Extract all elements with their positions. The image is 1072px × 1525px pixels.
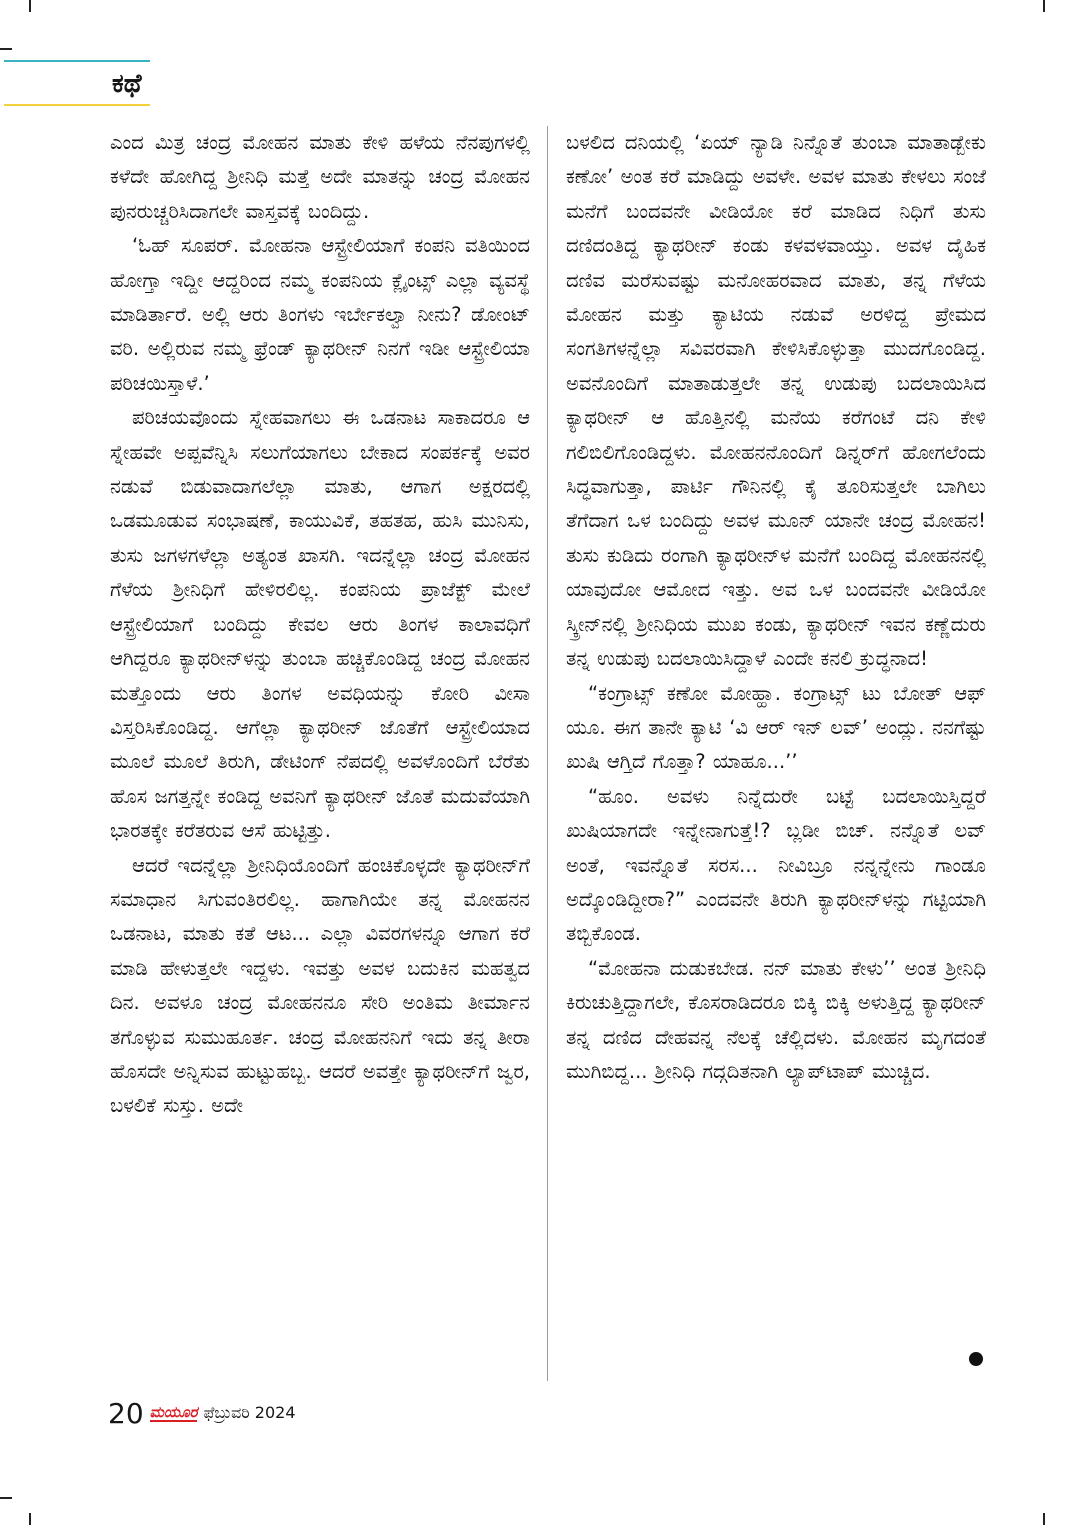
page-footer [108, 1393, 296, 1433]
crop-mark [1043, 1513, 1045, 1525]
column-divider [547, 126, 548, 1381]
story-end-bullet-icon [969, 1352, 983, 1366]
crop-mark [0, 1497, 12, 1499]
paragraph: ಪರಿಚಯವೊಂದು ಸ್ನೇಹವಾಗಲು ಈ ಒಡನಾಟ ಸಾಕಾದರೂ ಆ ಸ್ನೇಹವೇ ಅಪ್ಪವೆನ್ನಿಸಿ ಸಲುಗೆಯಾಗಲು ಬೇಕಾದ ಸಂಪರ್ಕಕ್ಕೆ ಅವರ ನಡುವೆ ಬಿಡುವಾದಾಗಲೆಲ್ಲಾ ಮಾತು, ಆಗಾಗ ಅಕ್ಷರದಲ್ಲಿ ಒಡಮೂಡುವ ಸಂಭಾಷಣೆ, ಕಾಯುವಿಕೆ, ತಹತಹ, ಹುಸಿ ಮುನಿಸು, ತುಸು ಜಗಳಗಳೆಲ್ಲಾ ಅತ್ಯಂತ ಖಾಸಗಿ. ಇದನ್ನೆಲ್ಲಾ ಚಂದ್ರ ಮೋಹನ ಗೆಳೆಯ ಶ್ರೀನಿಧಿಗೆ ಹೇಳಿರಲಿಲ್ಲ. ಕಂಪನಿಯ ಪ್ರಾಜೆಕ್ಟ್ ಮೇಲೆ ಆಸ್ಟ್ರೇಲಿಯಾಗೆ ಬಂದಿದ್ದು ಕೇವಲ ಆರು ತಿಂಗಳ ಕಾಲಾವಧಿಗೆ ಆಗಿದ್ದರೂ ಕ್ಯಾಥರೀನ್‌ಳನ್ನು ತುಂಬಾ ಹಚ್ಚಿಕೊಂಡಿದ್ದ ಚಂದ್ರ ಮೋಹನ ಮತ್ತೊಂದು ಆರು ತಿಂಗಳ ಅವಧಿಯನ್ನು ಕೋರಿ ವೀಸಾ ವಿಸ್ತರಿಸಿಕೊಂಡಿದ್ದ. ಆಗೆಲ್ಲಾ ಕ್ಯಾಥರೀನ್ ಜೊತೆಗೆ ಆಸ್ಟ್ರೇಲಿಯಾದ ಮೂಲೆ ಮೂಲೆ ತಿರುಗಿ, ಡೇಟಿಂಗ್ ನೆಪದಲ್ಲಿ ಅವಳೊಂದಿಗೆ ಬೆರೆತು ಹೊಸ ಜಗತ್ತನ್ನೇ ಕಂಡಿದ್ದ ಅವನಿಗೆ ಕ್ಯಾಥರೀನ್ ಜೊತೆ ಮದುವೆಯಾಗಿ ಭಾರತಕ್ಕೇ ಕರೆತರುವ ಆಸೆ ಹುಟ್ಟಿತ್ತು. [110, 406, 530, 843]
paragraph: “ಹೂಂ. ಅವಳು ನಿನ್ನೆದುರೇ ಬಟ್ಟೆ ಬದಲಾಯಿಸ್ತಿದ್ದರೆ ಖುಷಿಯಾಗದೇ ಇನ್ನೇನಾಗುತ್ತೆ!? ಬ್ಲಡೀ ಬಿಚ್. ನನ್ನೊತೆ ಲವ್ ಅಂತೆ, ಇವನ್ನೊತೆ ಸರಸ... ನೀವಿಬ್ರೂ ನನ್ನನ್ನೇನು ಗಾಂಡೂ ಅದ್ಕೊಂಡಿದ್ದೀರಾ?” ಎಂದವನೇ ತಿರುಗಿ ಕ್ಯಾಥರೀನ್‌ಳನ್ನು ಗಟ್ಟಿಯಾಗಿ ತಬ್ಬಿಕೊಂಡ. [566, 784, 986, 946]
paragraph: ಆದರೆ ಇದನ್ನೆಲ್ಲಾ ಶ್ರೀನಿಧಿಯೊಂದಿಗೆ ಹಂಚಿಕೊಳ್ಳದೇ ಕ್ಯಾಥರೀನ್‌ಗೆ ಸಮಾಧಾನ ಸಿಗುವಂತಿರಲಿಲ್ಲ. ಹಾಗಾಗಿಯೇ ತನ್ನ ಮೋಹನನ ಒಡನಾಟ, ಮಾತು ಕತೆ ಆಟ... ಎಲ್ಲಾ ವಿವರಗಳನ್ನೂ ಆಗಾಗ ಕರೆ ಮಾಡಿ ಹೇಳುತ್ತಲೇ ಇದ್ದಳು. ಇವತ್ತು ಅವಳ ಬದುಕಿನ ಮಹತ್ವದ ದಿನ. ಅವಳೂ ಚಂದ್ರ ಮೋಹನನೂ ಸೇರಿ ಅಂತಿಮ ತೀರ್ಮಾನ ತಗೊಳ್ಳುವ ಸುಮುಹೂರ್ತ. ಚಂದ್ರ ಮೋಹನನಿಗೆ ಇದು ತನ್ನ ತೀರಾ ಹೊಸದೇ ಅನ್ನಿಸುವ ಹುಟ್ಟುಹಬ್ಬ. ಆದರೆ ಅವತ್ತೇ ಕ್ಯಾಥರೀನ್‌ಗೆ ಜ್ವರ, ಬಳಲಿಕೆ ಸುಸ್ತು. ಅದೇ [110, 853, 530, 1118]
page-number: 20 [108, 1396, 144, 1430]
crop-mark [29, 1513, 31, 1525]
paragraph: ‘ಓಹ್ ಸೂಪರ್. ಮೋಹನಾ ಆಸ್ಟ್ರೇಲಿಯಾಗೆ ಕಂಪನಿ ವತಿಯಿಂದ ಹೋಗ್ತಾ ಇದ್ದೀ ಆದ್ದರಿಂದ ನಮ್ಮ ಕಂಪನಿಯ ಕ್ಲೈಂಟ್ಸ್ ಎಲ್ಲಾ ವ್ಯವಸ್ಥೆ ಮಾಡಿರ್ತಾರೆ. ಅಲ್ಲಿ ಆರು ತಿಂಗಳು ಇರ್ಬೇಕಲ್ವಾ ನೀನು? ಡೋಂಟ್ ವರಿ. ಅಲ್ಲಿರುವ ನಮ್ಮ ಫ್ರೆಂಡ್ ಕ್ಯಾಥರೀನ್ ನಿನಗೆ ಇಡೀ ಆಸ್ಟ್ರೇಲಿಯಾ ಪರಿಚಯಿಸ್ತಾಳೆ.’ [110, 234, 530, 395]
left-column [110, 126, 530, 1124]
header-rule-top [4, 60, 150, 62]
paragraph: ಎಂದ ಮಿತ್ರ ಚಂದ್ರ ಮೋಹನ ಮಾತು ಕೇಳಿ ಹಳೆಯ ನೆನಪುಗಳಲ್ಲಿ ಕಳೆದೇ ಹೋಗಿದ್ದ ಶ್ರೀನಿಧಿ ಮತ್ತೆ ಅದೇ ಮಾತನ್ನು ಚಂದ್ರ ಮೋಹನ ಪುನರುಚ್ಚರಿಸಿದಾಗಲೇ ವಾಸ್ತವಕ್ಕೆ ಬಂದಿದ್ದು. [110, 131, 530, 223]
paragraph: “ಮೋಹನಾ ದುಡುಕಬೇಡ. ನನ್ ಮಾತು ಕೇಳು’’ ಅಂತ ಶ್ರೀನಿಧಿ ಕಿರುಚುತ್ತಿದ್ದಾಗಲೇ, ಕೊಸರಾಡಿದರೂ ಬಿಕ್ಕಿ ಬಿಕ್ಕಿ ಅಳುತ್ತಿದ್ದ ಕ್ಯಾಥರೀನ್ ತನ್ನ ದಣಿದ ದೇಹವನ್ನ ನೆಲಕ್ಕೆ ಚೆಲ್ಲಿದಳು. ಮೋಹನ ಮೃಗದಂತೆ ಮುಗಿಬಿದ್ದ... ಶ್ರೀನಿಧಿ ಗದ್ಗದಿತನಾಗಿ ಲ್ಯಾಪ್‌ಟಾಪ್ ಮುಚ್ಚಿದ. [566, 956, 986, 1083]
paragraph: ಬಳಲಿದ ದನಿಯಲ್ಲಿ ‘ಏಯ್ ನ್ಯಾಡಿ ನಿನ್ನೊತೆ ತುಂಬಾ ಮಾತಾಡ್ಬೇಕು ಕಣೋ’ ಅಂತ ಕರೆ ಮಾಡಿದ್ದು ಅವಳೇ. ಅವಳ ಮಾತು ಕೇಳಲು ಸಂಜೆ ಮನೆಗೆ ಬಂದವನೇ ವೀಡಿಯೋ ಕರೆ ಮಾಡಿದ ನಿಧಿಗೆ ತುಸು ದಣಿದಂತಿದ್ದ ಕ್ಯಾಥರೀನ್ ಕಂಡು ಕಳವಳವಾಯ್ತು. ಅವಳ ದೈಹಿಕ ದಣಿವ ಮರೆಸುವಷ್ಟು ಮನೋಹರವಾದ ಮಾತು, ತನ್ನ ಗೆಳೆಯ ಮೋಹನ ಮತ್ತು ಕ್ಯಾಟಿಯ ನಡುವೆ ಅರಳಿದ್ದ ಪ್ರೇಮದ ಸಂಗತಿಗಳನ್ನೆಲ್ಲಾ ಸವಿವರವಾಗಿ ಕೇಳಿಸಿಕೊಳ್ಳುತ್ತಾ ಮುದಗೊಂಡಿದ್ದ. ಅವನೊಂದಿಗೆ ಮಾತಾಡುತ್ತಲೇ ತನ್ನ ಉಡುಪು ಬದಲಾಯಿಸಿದ ಕ್ಯಾಥರೀನ್ ಆ ಹೊತ್ತಿನಲ್ಲಿ ಮನೆಯ ಕರೆಗಂಟೆ ದನಿ ಕೇಳಿ ಗಲಿಬಿಲಿಗೊಂಡಿದ್ದಳು. ಮೋಹನನೊಂದಿಗೆ ಡಿನ್ನರ್‌ಗೆ ಹೋಗಲೆಂದು ಸಿದ್ಧವಾಗುತ್ತಾ, ಪಾರ್ಟಿ ಗೌನಿನಲ್ಲಿ ಕೈ ತೂರಿಸುತ್ತಲೇ ಬಾಗಿಲು ತೆಗೆದಾಗ ಒಳ ಬಂದಿದ್ದು ಅವಳ ಮೂನ್ ಯಾನೇ ಚಂದ್ರ ಮೋಹನ! ತುಸು ಕುಡಿದು ರಂಗಾಗಿ ಕ್ಯಾಥರೀನ್‌ಳ ಮನೆಗೆ ಬಂದಿದ್ದ ಮೋಹನನಲ್ಲಿ ಯಾವುದೋ ಆಮೋದ ಇತ್ತು. ಅವ ಒಳ ಬಂದವನೇ ವೀಡಿಯೋ ಸ್ಕ್ರೀನ್‌ನಲ್ಲಿ ಶ್ರೀನಿಧಿಯ ಮುಖ ಕಂಡು, ಕ್ಯಾಥರೀನ್ ಇವನ ಕಣ್ಣೆದುರು ತನ್ನ ಉಡುಪು ಬದಲಾಯಿಸಿದ್ದಾಳೆ ಎಂದೇ ಕನಲಿ ಕ್ರುದ್ಧನಾದ! [566, 131, 986, 671]
crop-mark [1043, 0, 1045, 12]
issue-date: ಫೆಬ್ರುವರಿ 2024 [203, 1403, 296, 1422]
right-column [566, 126, 986, 1089]
header-rule-bottom [4, 104, 150, 106]
paragraph: “ಕಂಗ್ರಾಟ್ಸ್ ಕಣೋ ಮೋಹ್ಹಾ. ಕಂಗ್ರಾಟ್ಸ್ ಟು ಬೋತ್ ಆಫ್ ಯೂ. ಈಗ ತಾನೇ ಕ್ಯಾಟಿ ‘ವಿ ಆರ್ ಇನ್ ಲವ್’ ಅಂದ್ಲು. ನನಗೆಷ್ಟು ಖುಷಿ ಆಗ್ತಿದೆ ಗೊತ್ತಾ? ಯಾಹೂ...’’ [566, 681, 986, 774]
crop-mark [0, 48, 12, 50]
magazine-logo: ಮಯೂರ [149, 1403, 198, 1421]
section-title: ಕಥೆ [112, 69, 142, 99]
crop-mark [29, 0, 31, 12]
